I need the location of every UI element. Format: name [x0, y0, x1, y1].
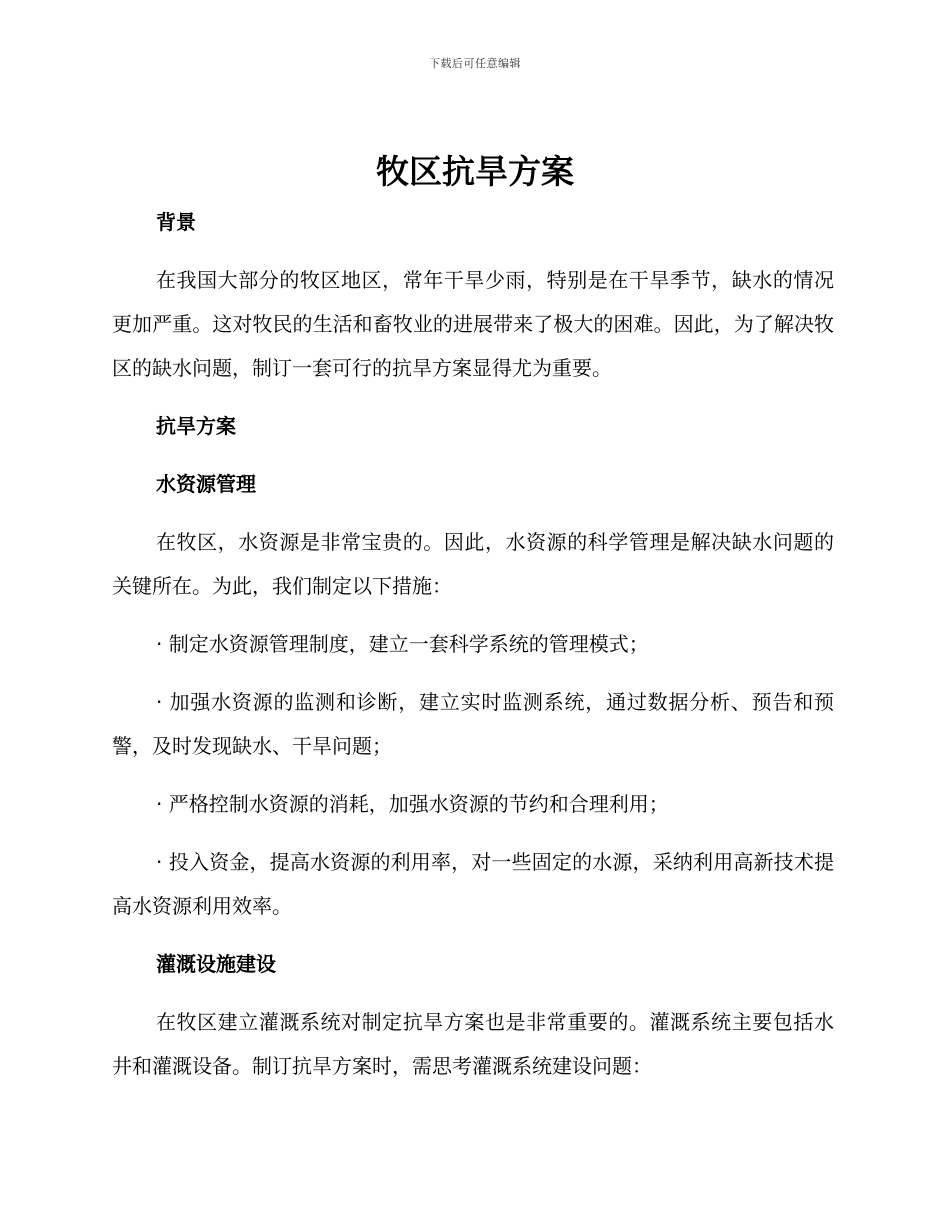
section-heading-water-management: 水资源管理	[156, 472, 256, 496]
document-title: 牧区抗旱方案	[376, 152, 574, 191]
water-management-paragraph: 在牧区，水资源是非常宝贵的。因此，水资源的科学管理是解决缺水问题的关键所在。为此，我们制定以下措施：	[112, 530, 834, 598]
section-heading-irrigation: 灌溉设施建设	[156, 952, 276, 976]
document-body	[112, 200, 834, 1102]
bullet-item: · 制定水资源管理制度，建立一套科学系统的管理模式；	[156, 632, 649, 656]
section-heading-background: 背景	[156, 210, 196, 234]
section-heading-drought-plan: 抗旱方案	[156, 414, 236, 438]
header-note: 下载后可任意编辑	[429, 57, 521, 70]
irrigation-paragraph: 在牧区建立灌溉系统对制定抗旱方案也是非常重要的。灌溉系统主要包括水井和灌溉设备。制订抗旱方案时，需思考灌溉系统建设问题：	[112, 1010, 834, 1078]
bullet-item: · 严格控制水资源的消耗，加强水资源的节约和合理利用；	[156, 792, 669, 816]
bullet-item: · 投入资金，提高水资源的利用率，对一些固定的水源，采纳利用高新技术提高水资源利用效率。	[112, 850, 834, 918]
bullet-item: · 加强水资源的监测和诊断，建立实时监测系统，通过数据分析、预告和预警，及时发现缺水、干旱问题；	[112, 690, 834, 758]
background-paragraph: 在我国大部分的牧区地区，常年干旱少雨，特别是在干旱季节，缺水的情况更加严重。这对牧民的生活和畜牧业的进展带来了极大的困难。因此，为了解决牧区的缺水问题，制订一套可行的抗旱方案显得尤为重要。	[112, 268, 834, 380]
